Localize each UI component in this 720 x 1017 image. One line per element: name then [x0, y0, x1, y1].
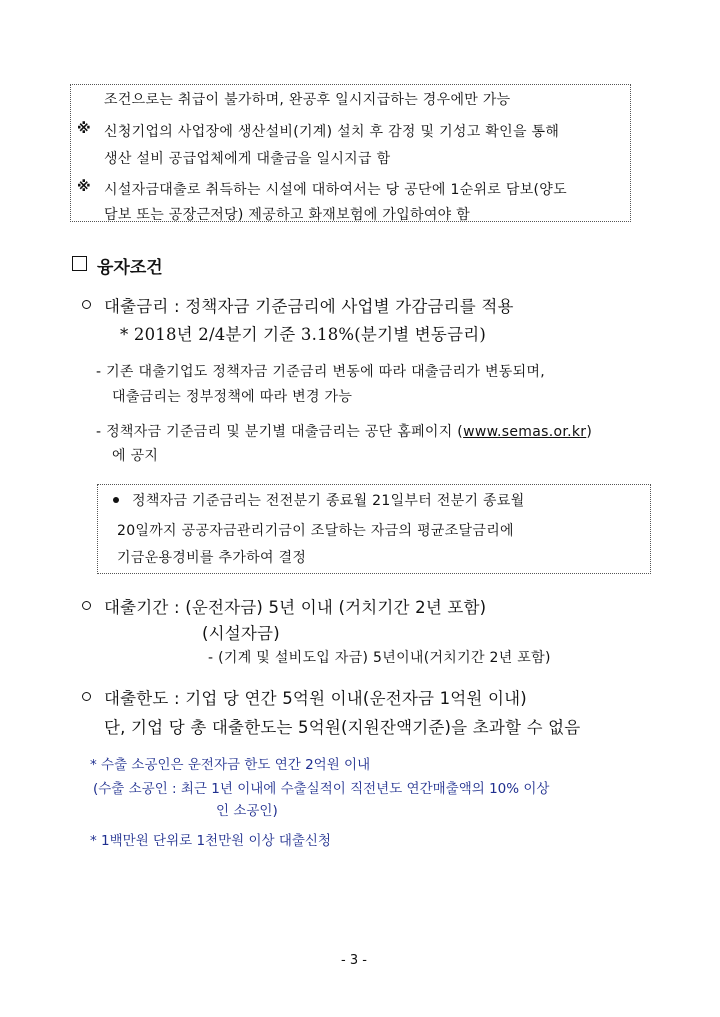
page-number: - 3 -	[341, 953, 367, 968]
interest-note: - 기존 대출기업도 정책자금 기준금리 변동에 따라 대출금리가 변동되며,	[96, 364, 545, 380]
loan-period-label: 대출기간 : (운전자금) 5년 이내 (거치기간 2년 포함)	[104, 598, 487, 617]
info-box-line: 정책자금 기준금리는 전전분기 종료월 21일부터 전분기 종료월	[132, 493, 525, 509]
note-box-line: 조건으로는 취급이 불가하며, 완공후 일시지급하는 경우에만 가능	[104, 92, 511, 108]
homepage-note	[96, 421, 592, 441]
homepage-note-prefix: - 정책자금 기준금리 및 분기별 대출금리는 공단 홈페이지 (	[96, 424, 464, 440]
note-item-text: 신청기업의 사업장에 생산설비(기계) 설치 후 감정 및 기성고 확인을 통해	[104, 124, 560, 140]
homepage-note-suffix: )	[586, 424, 593, 440]
info-box-line: 기금운용경비를 추가하여 결정	[117, 550, 307, 566]
homepage-note-line2: 에 공지	[112, 448, 159, 464]
loan-limit-label: 대출한도 : 기업 당 연간 5억원 이내(운전자금 1억원 이내)	[104, 689, 527, 708]
bullet-dot-icon	[113, 497, 119, 503]
note-item-text: 생산 설비 공급업체에게 대출금을 일시지급 함	[104, 151, 391, 167]
interest-note: 대출금리는 정부정책에 따라 변경 가능	[112, 389, 353, 405]
loan-limit-total: 단, 기업 당 총 대출한도는 5억원(지원잔액기준)을 초과할 수 없음	[104, 718, 581, 737]
circle-bullet-icon	[82, 692, 91, 701]
info-box-line: 20일까지 공공자금관리기금이 조달하는 자금의 평균조달금리에	[117, 523, 514, 539]
interest-rate-label: 대출금리 : 정책자금 기준금리에 사업별 가감금리를 적용	[104, 297, 514, 316]
unit-note: * 1백만원 단위로 1천만원 이상 대출신청	[90, 833, 331, 849]
facility-fund-label: (시설자금)	[202, 624, 280, 643]
note-item-text: 시설자금대출로 취득하는 시설에 대하여서는 당 공단에 1순위로 담보(양도	[104, 182, 567, 198]
homepage-link[interactable]: www.semas.or.kr	[463, 424, 587, 440]
export-note-detail: 인 소공인)	[216, 803, 278, 819]
export-note-detail: (수출 소공인 : 최근 1년 이내에 수출실적이 직전년도 연간매출액의 10% 이상	[93, 781, 550, 797]
circle-bullet-icon	[82, 601, 91, 610]
section-title: 융자조건	[97, 258, 163, 278]
checkbox-square-icon	[72, 256, 87, 271]
reference-mark: ※	[77, 179, 91, 195]
reference-mark: ※	[77, 121, 91, 137]
export-note: * 수출 소공인은 운전자금 한도 연간 2억원 이내	[90, 757, 371, 773]
facility-fund-detail: - (기계 및 설비도입 자금) 5년이내(거치기간 2년 포함)	[208, 650, 551, 666]
interest-rate-sub: * 2018년 2/4분기 기준 3.18%(분기별 변동금리)	[120, 325, 486, 344]
circle-bullet-icon	[82, 300, 91, 309]
note-item-text: 담보 또는 공장근저당) 제공하고 화재보험에 가입하여야 함	[104, 207, 471, 223]
